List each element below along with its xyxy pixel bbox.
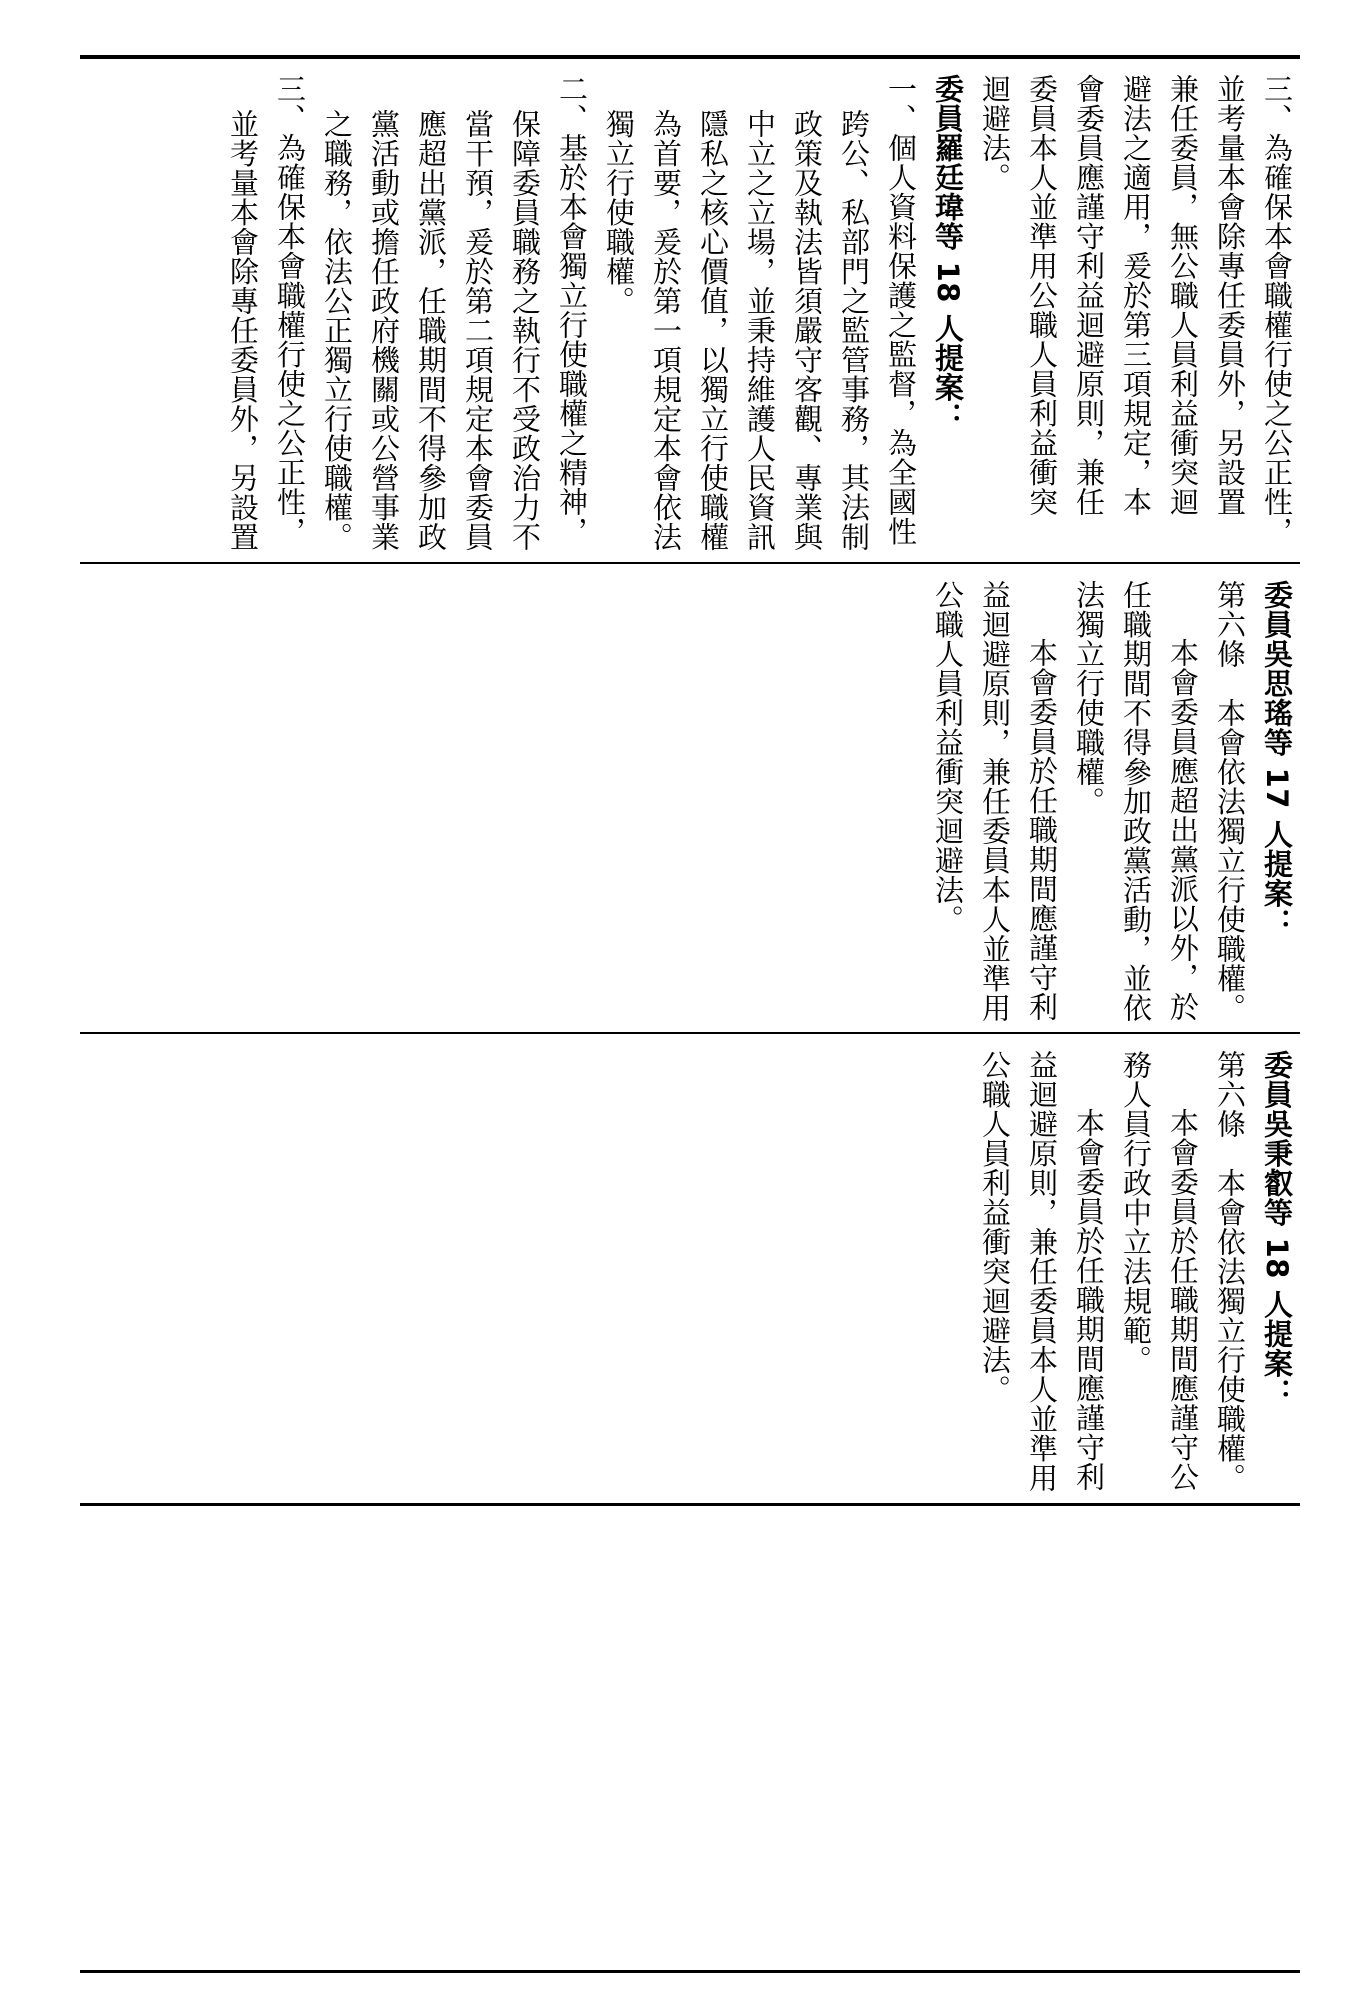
rationale-item: 三、為確保本會職權行使之公正性，並考量本會除專任委員外，另設置 [226, 74, 307, 552]
top-rule [80, 55, 1300, 59]
rationale-cell [80, 60, 1300, 560]
article-paragraph: 本會委員於任職期間應謹守利益迴避原則，兼任委員本人並準用公職人員利益衝突迴避法。 [931, 580, 1059, 1023]
article-paragraph: 本會委員於任職期間應謹守利益迴避原則，兼任委員本人並準用公職人員利益衝突迴避法。 [978, 1050, 1106, 1493]
article-text: 本會依法獨立行使職權。 [1213, 1168, 1247, 1493]
rationale-item: 一、個人資料保護之監督，為全國性跨公、私部門之監管事務，其法制政策及執法皆須嚴守客觀、專業與中立之立場，並秉持維護人民資訊隱私之核心價值，以獨立行使職權為首要，爰於第一項規定本會依法獨立行使職權。 [602, 74, 918, 552]
article-label: 第六條 [1213, 580, 1247, 669]
proposal-heading: 委員羅廷瑋等 18 人提案： [931, 74, 965, 432]
rationale-line: 迴避法。 [978, 74, 1012, 192]
article-paragraph: 本會委員應超出黨派以外，於任職期間不得參加政黨活動，並依法獨立行使職權。 [1072, 580, 1200, 1023]
rationale-line: 兼任委員，無公職人員利益衝突迴 [1166, 74, 1200, 517]
article-first-paragraph [1206, 580, 1253, 1030]
article-first-paragraph [1206, 1050, 1253, 1501]
proposal-heading: 委員吳思瑤等 17 人提案： [1260, 580, 1294, 938]
article-label: 第六條 [1213, 1050, 1247, 1139]
bottom-rule [80, 1970, 1300, 1973]
column-divider [80, 1032, 1300, 1034]
article-paragraph: 本會委員於任職期間應謹守公務人員行政中立法規範。 [1119, 1050, 1200, 1492]
proposal-heading: 委員吳秉叡等 18 人提案： [1260, 1050, 1294, 1408]
rationale-item: 二、基於本會獨立行使職權之精神，保障委員職務之執行不受政治力不當干預，爰於第二項規定本會委員應超出黨派，任職期間不得參加政黨活動或擔任政府機關或公營事業之職務，依法公正獨立行使職權。 [320, 74, 589, 552]
column-divider [80, 562, 1300, 564]
rationale-line: 並考量本會除專任委員外，另設置 [1213, 74, 1247, 517]
table-bottom-rule [80, 1503, 1300, 1506]
article-text: 本會依法獨立行使職權。 [1213, 698, 1247, 1023]
rationale-line: 會委員應謹守利益迴避原則，兼任 [1072, 74, 1106, 517]
proposal-cell [80, 566, 1300, 1030]
rationale-line: 避法之適用，爰於第三項規定，本 [1119, 74, 1153, 517]
rationale-line: 委員本人並準用公職人員利益衝突 [1025, 74, 1059, 517]
proposal-cell [80, 1036, 1300, 1501]
rationale-line: 三、為確保本會職權行使之公正性， [1260, 74, 1294, 546]
